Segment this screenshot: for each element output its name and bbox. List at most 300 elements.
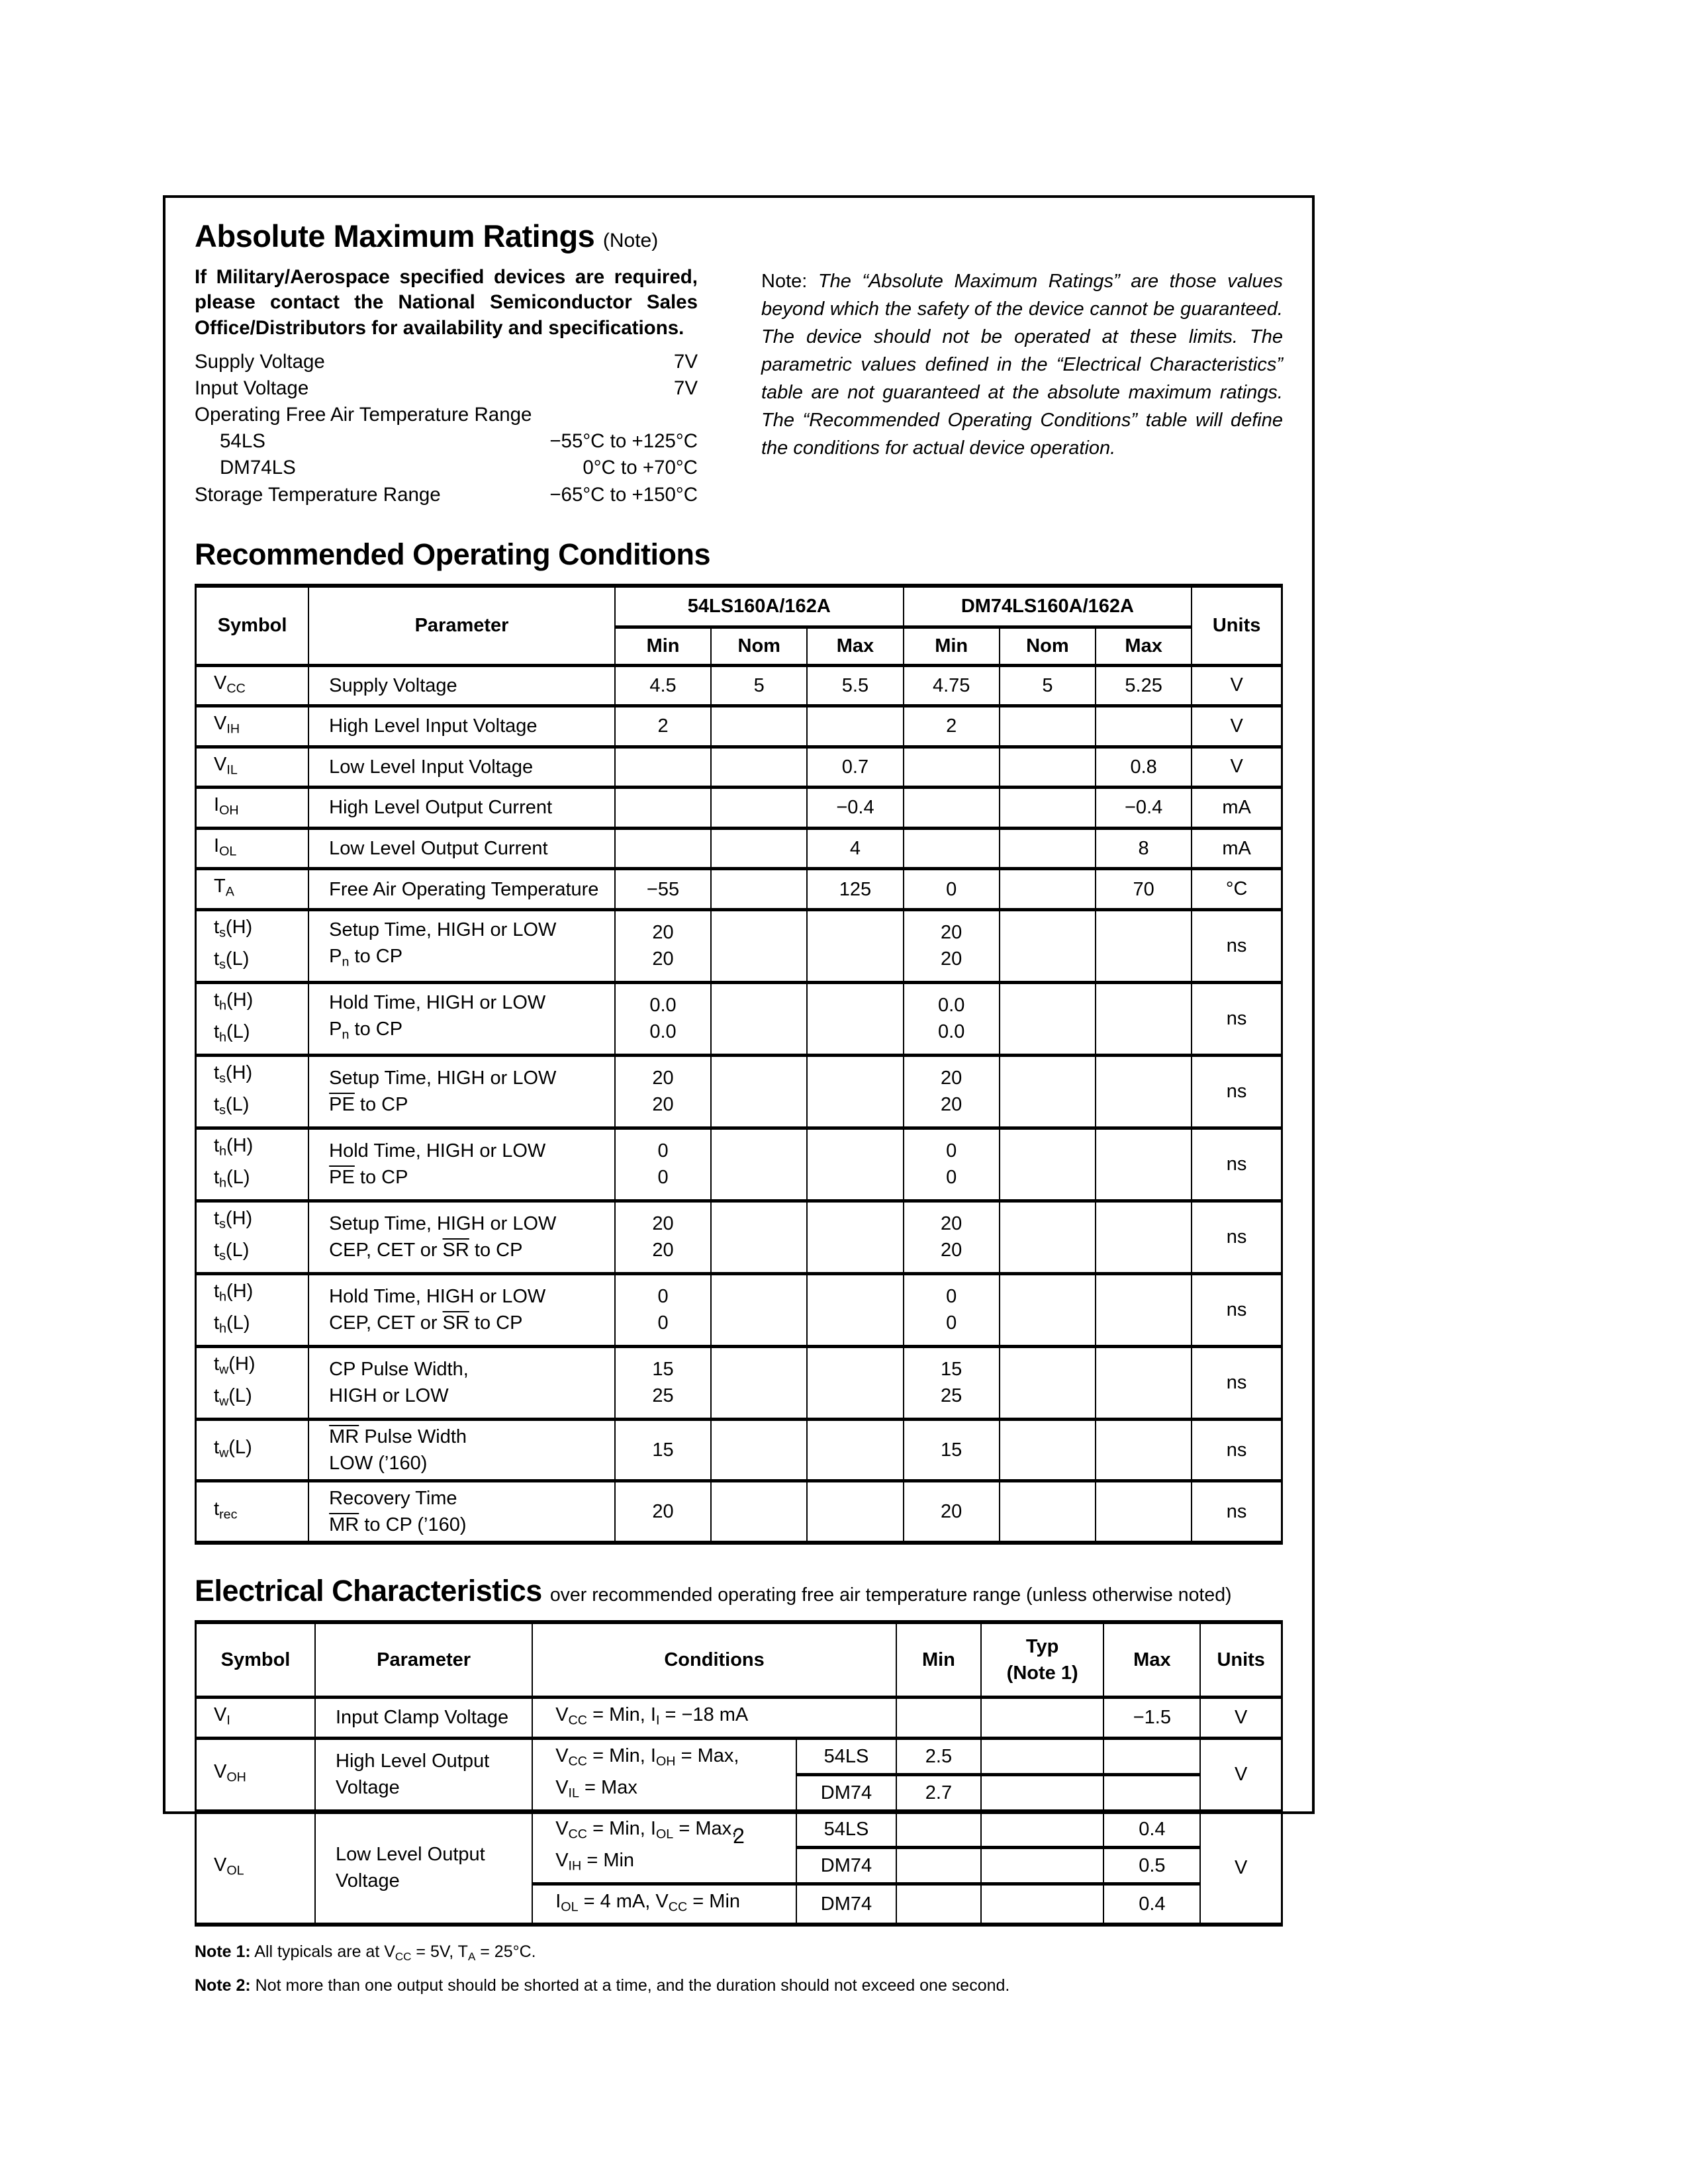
value-cell (711, 1055, 807, 1128)
value-cell (1096, 1420, 1192, 1481)
value-cell (615, 1346, 711, 1419)
cell-line: $t_s(H)$ (214, 916, 253, 940)
units-cell: ns (1192, 982, 1282, 1055)
parameter-cell (308, 747, 615, 788)
value-cell (1096, 869, 1192, 910)
spec-row (195, 375, 698, 402)
ec-header-typ (981, 1622, 1103, 1698)
units-cell: V (1192, 706, 1282, 747)
value-cell (1103, 1847, 1200, 1884)
cell-line: 5 (753, 674, 765, 696)
roc-header-parameter: Parameter (308, 586, 615, 666)
spec-label: Operating Free Air Temperature Range (195, 404, 532, 426)
value-cell (1000, 1346, 1096, 1419)
units-cell: ns (1192, 1481, 1282, 1543)
cell-line: 70 (1133, 878, 1154, 900)
value-cell (615, 706, 711, 747)
cell-line: 54LS (823, 1745, 869, 1767)
cell-line: Setup Time, HIGH or LOW (329, 1213, 557, 1235)
spec-label: Input Voltage (195, 377, 309, 400)
cell-line: $t_h(L)$ (214, 1167, 250, 1191)
value-cell (1103, 1698, 1200, 1739)
cell-line: 0 (946, 878, 957, 900)
value-cell (981, 1774, 1103, 1811)
cell-line: 2 (657, 715, 669, 737)
value-cell (796, 1774, 896, 1811)
cell-line: $I_{OL} = 4$ mA, $V_{CC}$ = Min (555, 1890, 741, 1915)
value-cell (711, 869, 807, 910)
value-cell (711, 828, 807, 869)
roc-table-body (196, 665, 1282, 1543)
value-cell (904, 1128, 1000, 1201)
value-cell (1000, 1420, 1096, 1481)
value-cell (711, 909, 807, 982)
cell-line: $V_{CC}$ (214, 672, 246, 696)
value-cell (807, 747, 903, 788)
value-cell (711, 747, 807, 788)
ec-title (195, 1574, 1283, 1608)
value-cell (1096, 909, 1192, 982)
cell-line: CEP, CET or $\overline{SR}$ to CP (329, 1240, 523, 1261)
abs-max-right-column (761, 265, 1283, 508)
spec-row (195, 455, 698, 481)
cell-line: HIGH or LOW (329, 1385, 449, 1407)
units-cell: ns (1192, 1420, 1282, 1481)
value-cell (796, 1847, 896, 1884)
value-cell (904, 869, 1000, 910)
value-cell (904, 747, 1000, 788)
cell-line: $V_{CC}$ = Min, $I_I = -18$ mA (555, 1704, 749, 1728)
units-cell: °C (1192, 869, 1282, 910)
note-line: Note 1: All typicals are at $V_{CC} = 5V$, $T_A = 25^\circ C$. (195, 1942, 536, 1963)
ec-table-header (196, 1622, 1282, 1698)
parameter-cell (308, 1346, 615, 1419)
ec-header-max: Max (1103, 1622, 1200, 1698)
value-cell (904, 1055, 1000, 1128)
cell-line: 0 (946, 1312, 957, 1334)
ec-notes (195, 1941, 1283, 1996)
roc-header-symbol: Symbol (196, 586, 309, 666)
roc-header-group-54ls: 54LS160A/162A (615, 586, 904, 627)
cell-line: 15 (941, 1439, 962, 1461)
cell-line: $V_{CC}$ = Min, $I_{OL}$ = Max, (555, 1817, 737, 1842)
units-cell: ns (1192, 1128, 1282, 1201)
cell-line: 125 (839, 878, 872, 900)
value-cell (711, 706, 807, 747)
value-cell (1000, 1273, 1096, 1346)
absolute-maximum-ratings-section (195, 218, 1283, 508)
cell-line: 20 (652, 948, 674, 970)
ec-header-typ-line1: Typ (1025, 1636, 1059, 1657)
cell-line: 20 (941, 1240, 962, 1261)
value-cell (904, 1201, 1000, 1273)
roc-table-row (196, 1128, 1282, 1201)
symbol-cell (196, 747, 309, 788)
value-cell (1000, 1481, 1096, 1543)
parameter-cell (308, 869, 615, 910)
value-cell (904, 982, 1000, 1055)
roc-table-row (196, 1420, 1282, 1481)
cell-line: 2 (946, 715, 957, 737)
cell-line: $V_{IH}$ (214, 713, 240, 737)
value-cell (711, 1273, 807, 1346)
value-cell (807, 869, 903, 910)
value-cell (711, 788, 807, 829)
cell-line: CP Pulse Width, (329, 1359, 469, 1381)
cell-line: LOW (’160) (329, 1453, 428, 1474)
value-cell (904, 788, 1000, 829)
cell-line: 15 (941, 1359, 962, 1381)
value-cell (807, 1128, 903, 1201)
symbol-cell (196, 1420, 309, 1481)
cell-line: DM74 (820, 1782, 872, 1803)
value-cell (1103, 1884, 1200, 1925)
roc-table-row (196, 909, 1282, 982)
value-cell (807, 1481, 903, 1543)
overline-text: $\overline{MR}$ (329, 1514, 359, 1535)
cell-line: 0.4 (1139, 1818, 1166, 1840)
military-aerospace-warning: If Military/Aerospace specified devices are required, please contact the National Semiconductor Sales Office/Distributors for availability and specifications. (195, 266, 698, 339)
roc-header-min-dm74: Min (904, 627, 1000, 665)
cell-line: 0.0 (938, 1021, 965, 1043)
value-cell (615, 1273, 711, 1346)
cell-line: 0 (946, 1286, 957, 1308)
note-label: Note: (761, 271, 808, 292)
overline-text: $\overline{SR}$ (442, 1312, 469, 1334)
cell-line: $t_s(H)$ (214, 1207, 253, 1232)
parameter-cell (308, 788, 615, 829)
roc-header-group-row (196, 586, 1282, 627)
cell-line: V (1235, 1764, 1248, 1786)
spec-row (195, 428, 698, 455)
note-line: Note 2: Not more than one output should be shorted at a time, and the duration should not exceed one second. (195, 1976, 1010, 1995)
cell-line: Input Clamp Voltage (336, 1707, 509, 1729)
cell-line: $P_n$ to CP (329, 1019, 403, 1042)
value-cell (1000, 1201, 1096, 1273)
value-cell (615, 982, 711, 1055)
parameter-cell (308, 1273, 615, 1346)
cell-line: $t_w(H)$ (214, 1353, 256, 1377)
units-cell: ns (1192, 1346, 1282, 1419)
parameter-cell (315, 1698, 532, 1739)
value-cell (615, 788, 711, 829)
cell-line: 0.8 (1130, 756, 1157, 778)
value-cell (1000, 665, 1096, 706)
cell-line: 20 (652, 1094, 674, 1116)
value-cell (1096, 747, 1192, 788)
ec-title-suffix: over recommended operating free air temperature range (unless otherwise noted) (549, 1584, 1232, 1606)
parameter-cell (308, 1420, 615, 1481)
value-cell (615, 1201, 711, 1273)
value-cell (711, 1420, 807, 1481)
value-cell (615, 747, 711, 788)
content-box (163, 195, 1315, 1995)
units-cell: V (1192, 665, 1282, 706)
value-cell (615, 1055, 711, 1128)
value-cell (1096, 1201, 1192, 1273)
parameter-cell (308, 1201, 615, 1273)
value-cell (615, 665, 711, 706)
roc-table-row (196, 982, 1282, 1055)
spec-label: Supply Voltage (195, 351, 325, 373)
cell-line: $t_{rec}$ (214, 1498, 238, 1522)
value-cell (615, 1128, 711, 1201)
value-cell (1096, 665, 1192, 706)
ec-header-conditions: Conditions (532, 1622, 896, 1698)
value-cell (1000, 909, 1096, 982)
cell-line: 5 (1042, 674, 1053, 696)
cell-line: $t_w(L)$ (214, 1385, 252, 1409)
page-number: 2 (733, 1824, 745, 1848)
spec-row (195, 402, 698, 428)
value-cell (1000, 869, 1096, 910)
value-cell (711, 1128, 807, 1201)
abs-max-list (195, 349, 698, 508)
cell-line: 20 (941, 1501, 962, 1522)
value-cell (1096, 1273, 1192, 1346)
cell-line: −55 (646, 878, 680, 900)
cell-line: $I_{OH}$ (214, 794, 239, 818)
cell-line: $I_{OL}$ (214, 835, 237, 859)
symbol-cell (196, 909, 309, 982)
roc-table-row (196, 747, 1282, 788)
cell-line: 20 (652, 1240, 674, 1261)
value-cell (615, 909, 711, 982)
ec-table-row (196, 1698, 1282, 1739)
cell-line: 0 (657, 1167, 669, 1189)
cell-line: −0.4 (1125, 797, 1163, 819)
value-cell (711, 1201, 807, 1273)
roc-header-nom-dm74: Nom (1000, 627, 1096, 665)
abs-max-columns (195, 265, 1283, 508)
note-number-label: Note 1: (195, 1942, 251, 1962)
value-cell (1096, 788, 1192, 829)
roc-header-group-dm74: DM74LS160A/162A (904, 586, 1192, 627)
value-cell (1200, 1738, 1282, 1811)
ec-title-text: Electrical Characteristics (195, 1574, 542, 1608)
value-cell (1200, 1698, 1282, 1739)
cell-line: 5.25 (1125, 674, 1162, 696)
cell-line: 20 (652, 922, 674, 944)
ec-header-units: Units (1200, 1622, 1282, 1698)
cell-line: −1.5 (1133, 1707, 1171, 1729)
cell-line: $\overline{PE}$ to CP (329, 1094, 408, 1116)
value-cell (1103, 1774, 1200, 1811)
cell-line: $V_{IH}$ = Min (555, 1850, 635, 1874)
symbol-cell (196, 828, 309, 869)
abs-max-title-text: Absolute Maximum Ratings (195, 218, 595, 253)
cell-line: $V_{CC}$ = Min, $I_{OH}$ = Max, (555, 1745, 739, 1769)
abs-max-title-suffix: (Note) (602, 230, 659, 251)
cell-line: 0.0 (649, 1021, 677, 1043)
conditions-cell (532, 1738, 796, 1811)
value-cell (1103, 1738, 1200, 1774)
value-cell (1096, 828, 1192, 869)
value-cell (615, 828, 711, 869)
value-cell (807, 788, 903, 829)
value-cell (1096, 1055, 1192, 1128)
cell-line: Hold Time, HIGH or LOW (329, 1286, 546, 1308)
cell-line: 25 (652, 1385, 674, 1407)
ec-header-min: Min (896, 1622, 981, 1698)
roc-table-row (196, 869, 1282, 910)
cell-line: Setup Time, HIGH or LOW (329, 1068, 557, 1089)
cell-line: $P_n$ to CP (329, 946, 403, 970)
cell-line: V (1235, 1856, 1248, 1878)
cell-line: $t_s(L)$ (214, 1094, 250, 1118)
spec-row (195, 349, 698, 375)
roc-header-nom-54ls: Nom (711, 627, 807, 665)
cell-line: DM74 (820, 1893, 872, 1915)
parameter-cell (308, 982, 615, 1055)
value-cell (807, 1346, 903, 1419)
abs-max-title (195, 218, 1283, 254)
value-cell (904, 828, 1000, 869)
value-cell (981, 1738, 1103, 1774)
cell-line: $\overline{MR}$ Pulse Width (329, 1426, 467, 1447)
abs-max-left-column (195, 265, 698, 508)
cell-line: $t_h(H)$ (214, 1134, 254, 1159)
cell-line: $V_{IL}$ = Max (555, 1777, 637, 1801)
conditions-cell (532, 1884, 796, 1925)
abs-max-note-paragraph (761, 267, 1283, 462)
value-cell (904, 706, 1000, 747)
parameter-cell (308, 828, 615, 869)
cell-line: 15 (652, 1359, 674, 1381)
value-cell (904, 1420, 1000, 1481)
symbol-cell (196, 706, 309, 747)
cell-line: 20 (941, 1068, 962, 1089)
cell-line: Low Level Output Current (329, 838, 548, 859)
cell-line: Supply Voltage (329, 674, 457, 696)
symbol-cell (196, 1055, 309, 1128)
value-cell (796, 1884, 896, 1925)
value-cell (1096, 1346, 1192, 1419)
symbol-cell (196, 982, 309, 1055)
parameter-cell (308, 1481, 615, 1543)
note-text: The “Absolute Maximum Ratings” are those values beyond which the safety of the device cannot be guaranteed. The device should not be operated at these limits. The parametric values defined in the “Electrical Characteristics” table are not guaranteed at the absolute maximum ratings. The “Recommended Operating Conditions” table will define the conditions for actual device operation. (761, 271, 1284, 459)
spec-value: −65°C to +150°C (549, 483, 698, 506)
symbol-cell (196, 1273, 309, 1346)
value-cell (904, 909, 1000, 982)
cell-line: 20 (941, 1213, 962, 1235)
cell-line: 20 (941, 1094, 962, 1116)
cell-line: $t_s(H)$ (214, 1062, 253, 1086)
roc-table-row (196, 1055, 1282, 1128)
units-cell: mA (1192, 788, 1282, 829)
cell-line: $\overline{MR}$ to CP (’160) (329, 1514, 467, 1535)
overline-text: $\overline{MR}$ (329, 1426, 359, 1447)
roc-table-header (196, 586, 1282, 666)
cell-line: High Level Output Current (329, 797, 553, 819)
cell-line: 0.4 (1139, 1893, 1166, 1915)
units-cell: ns (1192, 1273, 1282, 1346)
symbol-cell (196, 788, 309, 829)
cell-line: $\overline{PE}$ to CP (329, 1167, 408, 1189)
cell-line: 20 (652, 1501, 674, 1522)
value-cell (807, 1420, 903, 1481)
cell-line: CEP, CET or $\overline{SR}$ to CP (329, 1312, 523, 1334)
cell-line: Free Air Operating Temperature (329, 878, 599, 900)
roc-table-row (196, 1201, 1282, 1273)
cell-line: 0.0 (938, 995, 965, 1017)
spec-value: −55°C to +125°C (549, 430, 698, 453)
value-cell (896, 1847, 981, 1884)
cell-line: $V_I$ (214, 1704, 230, 1728)
spec-row (195, 482, 698, 508)
value-cell (896, 1738, 981, 1774)
cell-line: 2.5 (925, 1745, 953, 1767)
value-cell (981, 1698, 1103, 1739)
value-cell (807, 982, 903, 1055)
value-cell (807, 1273, 903, 1346)
roc-table-row (196, 788, 1282, 829)
ec-header-typ-line2: (Note 1) (1006, 1662, 1078, 1684)
value-cell (1000, 982, 1096, 1055)
units-cell: ns (1192, 1055, 1282, 1128)
ec-table-row (196, 1738, 1282, 1774)
parameter-cell (308, 1055, 615, 1128)
cell-line: 0.5 (1139, 1854, 1166, 1876)
value-cell (807, 1055, 903, 1128)
value-cell (796, 1738, 896, 1774)
symbol-cell (196, 869, 309, 910)
roc-table-row (196, 1346, 1282, 1419)
cell-line: 0 (657, 1286, 669, 1308)
roc-header-max-54ls: Max (807, 627, 903, 665)
value-cell (711, 1481, 807, 1543)
value-cell (904, 665, 1000, 706)
value-cell (1000, 747, 1096, 788)
value-cell (711, 1346, 807, 1419)
cell-line: 0.0 (649, 995, 677, 1017)
cell-line: 0 (657, 1140, 669, 1162)
ec-table-body (196, 1698, 1282, 1925)
cell-line: $T_A$ (214, 876, 234, 899)
roc-table (195, 584, 1283, 1545)
ec-header-symbol: Symbol (196, 1622, 316, 1698)
spec-label: Storage Temperature Range (195, 483, 441, 506)
cell-line: $t_h(L)$ (214, 1312, 250, 1336)
value-cell (904, 1273, 1000, 1346)
roc-title: Recommended Operating Conditions (195, 537, 711, 571)
cell-line: 0.7 (841, 756, 869, 778)
units-cell: V (1192, 747, 1282, 788)
cell-line: 5.5 (841, 674, 869, 696)
value-cell (896, 1698, 981, 1739)
value-cell (807, 665, 903, 706)
cell-line: $t_h(L)$ (214, 1021, 250, 1045)
value-cell (615, 1420, 711, 1481)
cell-line: 20 (941, 948, 962, 970)
cell-line: $t_s(L)$ (214, 1240, 250, 1263)
value-cell (1000, 706, 1096, 747)
value-cell (1000, 828, 1096, 869)
note-number-label: Note 2: (195, 1976, 251, 1995)
overline-text: $\overline{PE}$ (329, 1167, 355, 1189)
cell-line: 20 (652, 1213, 674, 1235)
cell-line: Voltage (336, 1870, 400, 1891)
value-cell (1096, 1481, 1192, 1543)
cell-line: $V_{OH}$ (214, 1760, 246, 1785)
spec-label: DM74LS (220, 457, 296, 479)
cell-line: High Level Output (336, 1751, 490, 1772)
value-cell (896, 1774, 981, 1811)
overline-text: $\overline{SR}$ (442, 1240, 469, 1261)
cell-line: $t_s(L)$ (214, 948, 250, 972)
cell-line: Recovery Time (329, 1488, 457, 1509)
cell-line: $V_{IL}$ (214, 753, 238, 778)
